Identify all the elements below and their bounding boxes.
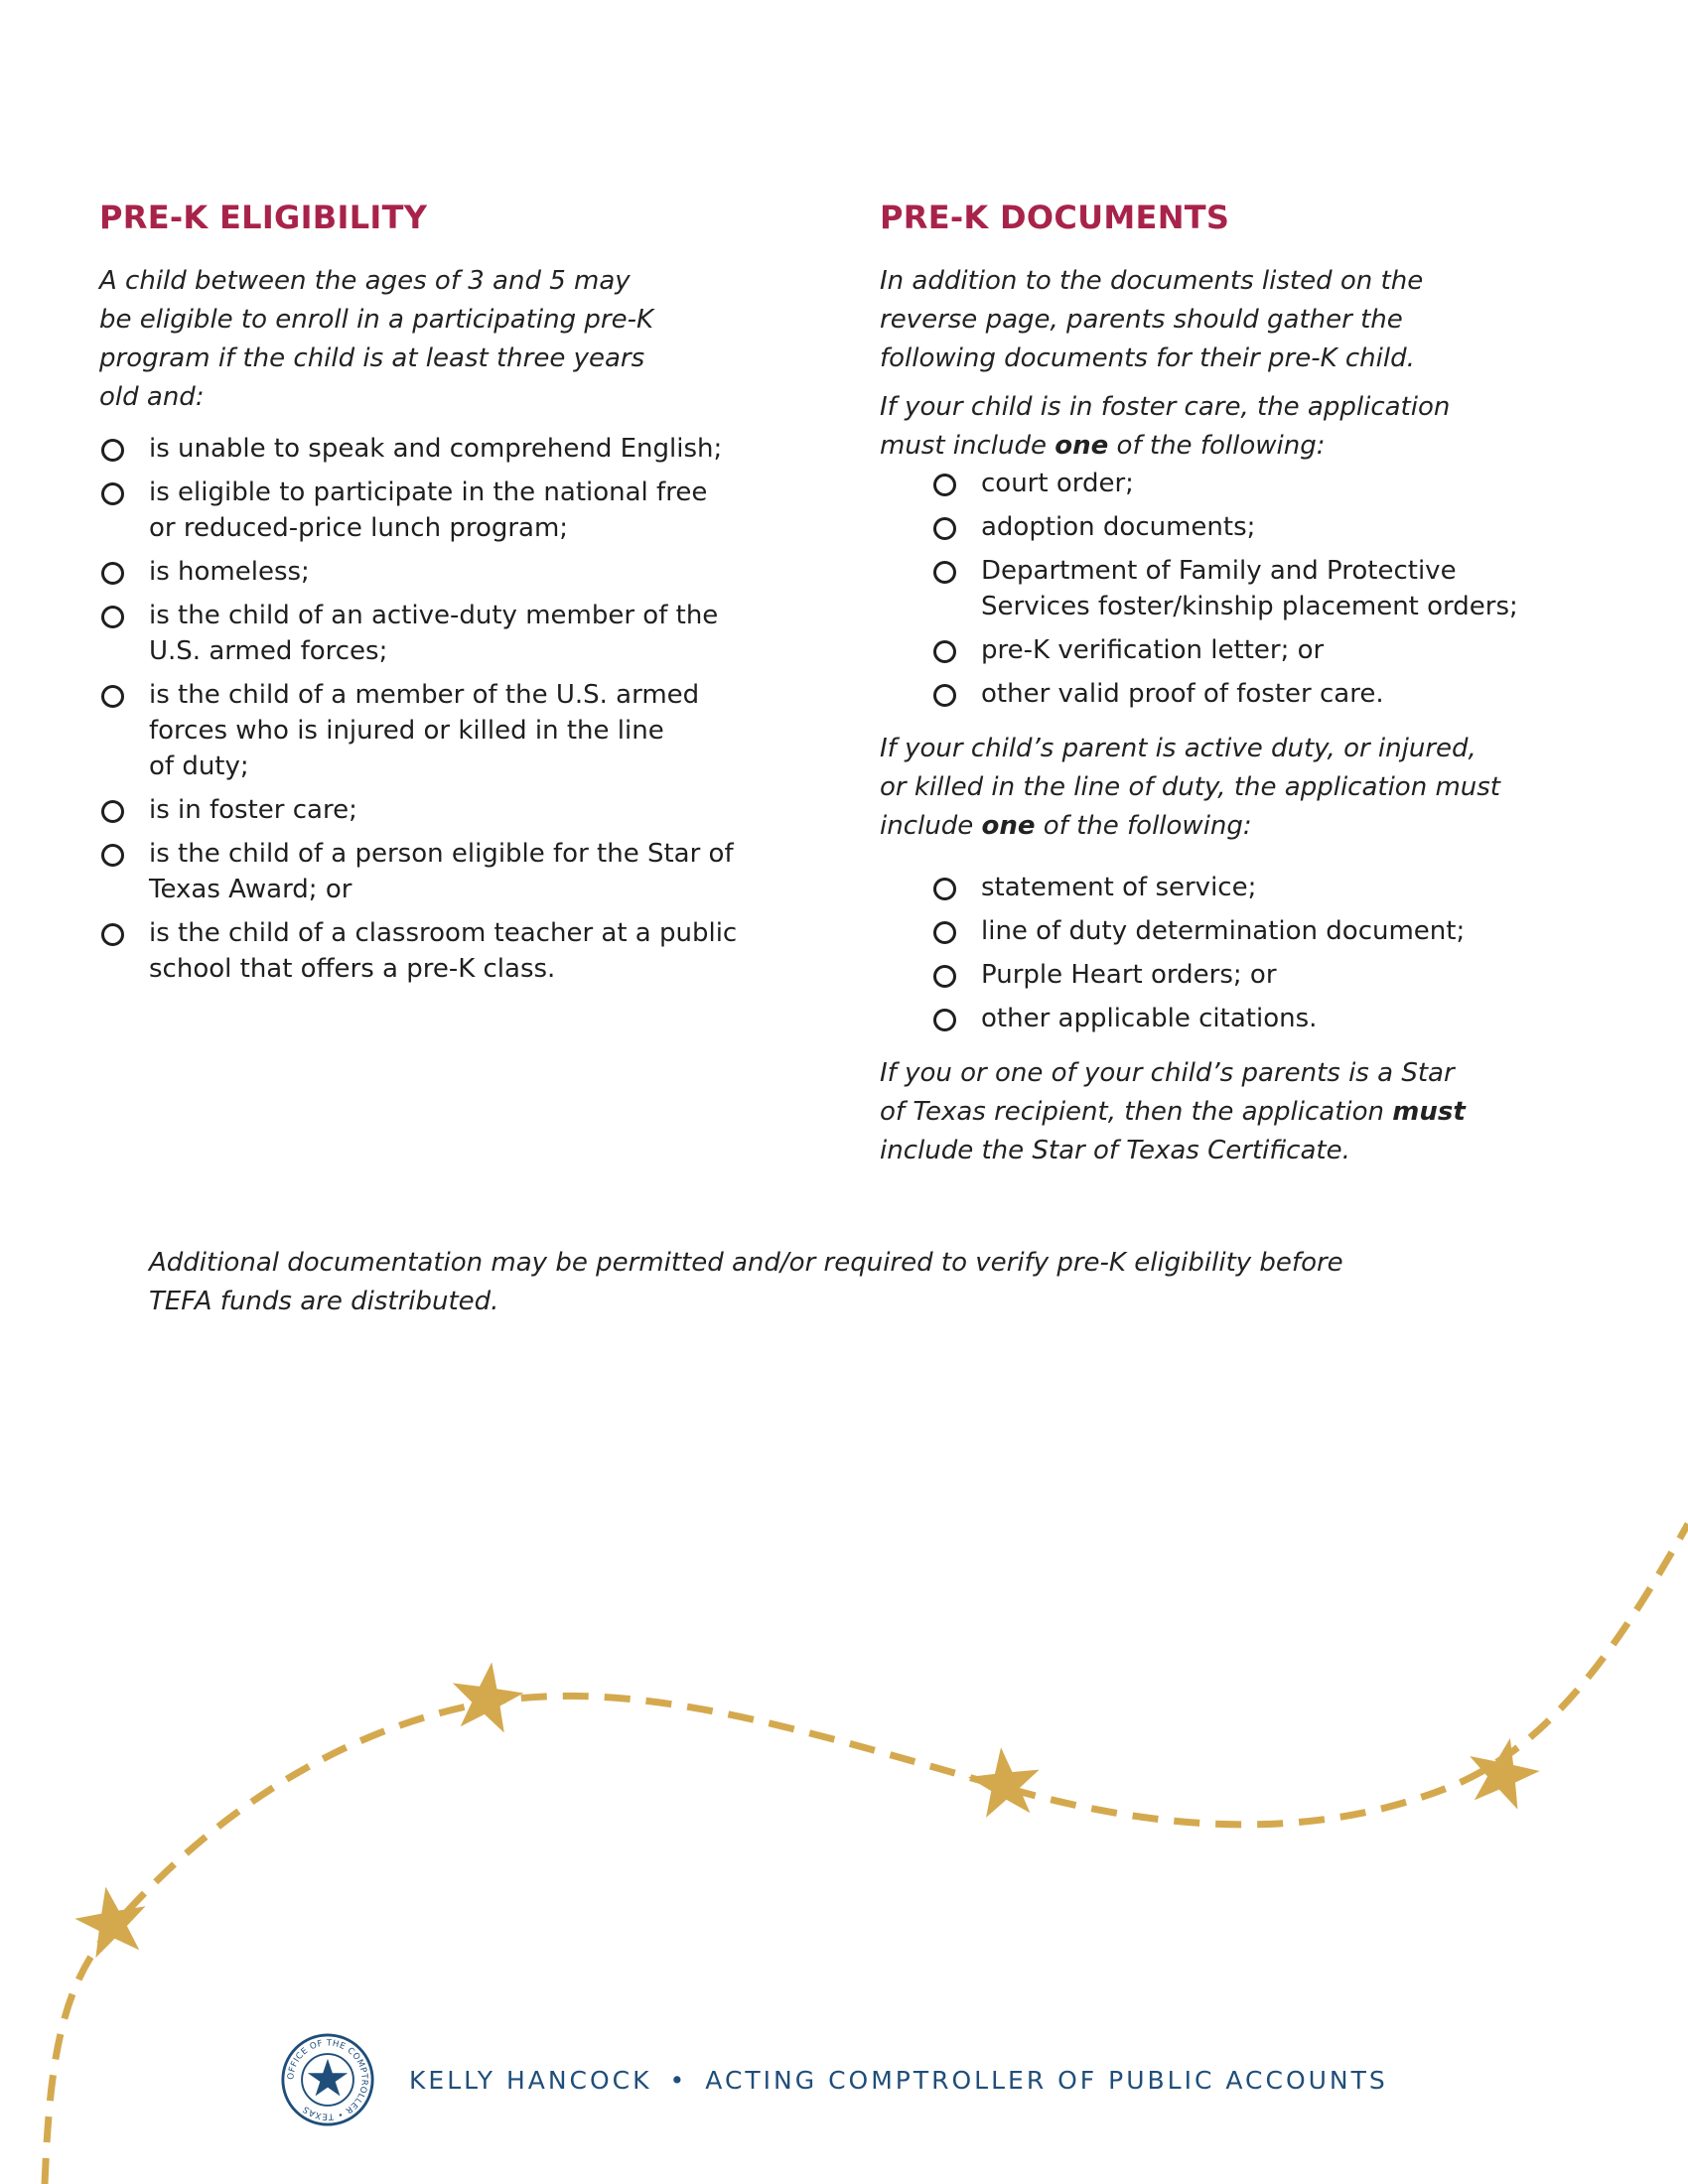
list-item: is the child of an active-duty member of the U.S. armed forces;	[99, 598, 824, 669]
documents-intro: In addition to the documents listed on the reverse page, parents should gather the following documents for their pre-K child.	[880, 266, 1424, 373]
circle-bullet-icon	[101, 606, 124, 628]
star-icon	[447, 1657, 527, 1734]
circle-bullet-icon	[933, 878, 956, 900]
circle-bullet-icon	[101, 482, 124, 505]
circle-bullet-icon	[933, 921, 956, 944]
circle-bullet-icon	[933, 474, 956, 496]
foster-intro: If your child is in foster care, the application must include one of the following:	[880, 392, 1451, 461]
list-item: Department of Family and Protective Services foster/kinship placement orders;	[931, 553, 1615, 624]
list-item: is the child of a member of the U.S. armed forces who is injured or killed in the line of duty;	[99, 677, 824, 784]
list-item: is the child of a person eligible for the Star of Texas Award; or	[99, 836, 824, 907]
military-documents-list	[931, 870, 1615, 1036]
list-item: court order;	[931, 466, 1615, 501]
footer	[280, 2025, 1472, 2134]
svg-text:OFFICE OF THE COMPTROLLER • TE: OFFICE OF THE COMPTROLLER • TEXAS	[286, 2038, 369, 2121]
list-item: statement of service;	[931, 870, 1615, 905]
documents-heading: PRE-K DOCUMENTS	[880, 199, 1230, 236]
eligibility-column	[99, 199, 824, 995]
circle-bullet-icon	[933, 965, 956, 988]
circle-bullet-icon	[101, 685, 124, 708]
list-item: is in foster care;	[99, 792, 824, 828]
circle-bullet-icon	[101, 844, 124, 867]
circle-bullet-icon	[933, 561, 956, 584]
circle-bullet-icon	[933, 640, 956, 663]
circle-bullet-icon	[101, 562, 124, 585]
military-intro: If your child’s parent is active duty, or injured, or killed in the line of duty, the application must include one of the following:	[880, 734, 1501, 841]
comptroller-seal-icon	[280, 2032, 375, 2127]
list-item: other valid proof of foster care.	[931, 676, 1615, 712]
list-item: is homeless;	[99, 554, 824, 590]
documents-column	[880, 199, 1615, 1170]
foster-documents-list	[931, 466, 1615, 712]
circle-bullet-icon	[101, 800, 124, 823]
list-item: Purple Heart orders; or	[931, 957, 1615, 993]
list-item: pre-K verification letter; or	[931, 632, 1615, 668]
circle-bullet-icon	[101, 439, 124, 462]
star-icon	[1461, 1730, 1545, 1812]
eligibility-list	[99, 431, 824, 987]
footer-title: ACTING COMPTROLLER OF PUBLIC ACCOUNTS	[705, 2065, 1388, 2095]
footer-text	[409, 2066, 1388, 2095]
list-item: is unable to speak and comprehend English;	[99, 431, 824, 467]
list-item: is eligible to participate in the national free or reduced-price lunch program;	[99, 475, 824, 546]
circle-bullet-icon	[101, 923, 124, 946]
list-item: line of duty determination document;	[931, 913, 1615, 949]
circle-bullet-icon	[933, 684, 956, 707]
additional-documentation-note: Additional documentation may be permitted and/or required to verify pre-K eligibility before TEFA funds are distributed.	[149, 1248, 1343, 1316]
star-icon	[965, 1743, 1044, 1819]
eligibility-intro: A child between the ages of 3 and 5 may be eligible to enroll in a participating pre-K program if the child is at least three years old and:	[99, 266, 654, 412]
footer-name: KELLY HANCOCK	[409, 2065, 652, 2095]
list-item: is the child of a classroom teacher at a public school that offers a pre-K class.	[99, 915, 824, 987]
list-item: other applicable citations.	[931, 1001, 1615, 1036]
footer-separator: •	[669, 2065, 688, 2095]
star-of-texas-intro: If you or one of your child’s parents is a Star of Texas recipient, then the application must include the Star of Texas Certificate.	[880, 1058, 1466, 1165]
circle-bullet-icon	[933, 1009, 956, 1031]
list-item: adoption documents;	[931, 509, 1615, 545]
circle-bullet-icon	[933, 517, 956, 540]
eligibility-heading: PRE-K ELIGIBILITY	[99, 199, 428, 236]
